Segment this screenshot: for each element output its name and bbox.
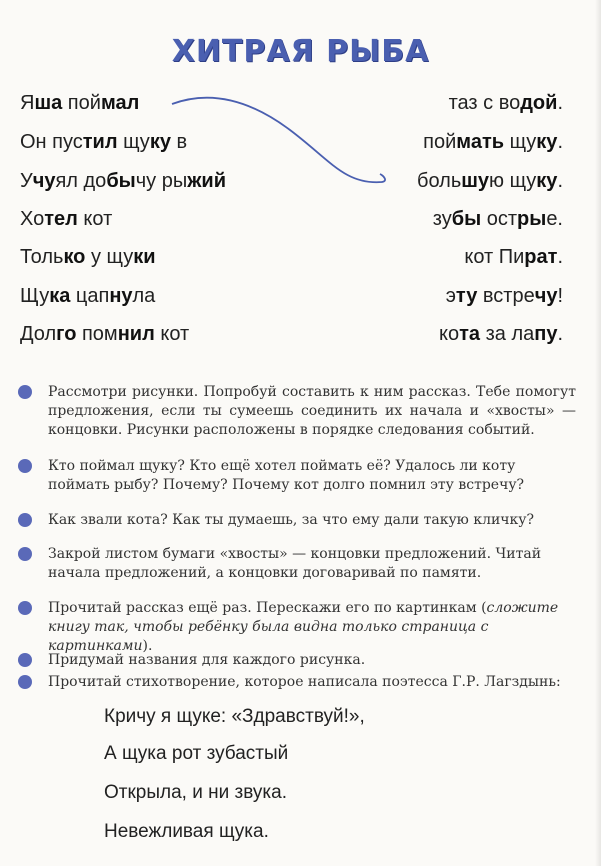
poem-line: А щука рот зубастый	[104, 743, 289, 764]
sentence-ending: эту встречу!	[445, 285, 563, 307]
bullet-dot-icon	[18, 385, 32, 399]
sentence-ending: большую щуку.	[417, 170, 563, 192]
bullet-dot-icon	[18, 547, 32, 561]
poem-line: Невежливая щука.	[104, 821, 269, 842]
page-edge-shadow	[595, 0, 601, 866]
bullet-dot-icon	[18, 513, 32, 527]
sentence-beginning: Яша поймал	[20, 92, 140, 114]
sentence-ending: таз с водой.	[448, 92, 563, 114]
sentence-ending: зубы острые.	[432, 208, 563, 230]
page-title: ХИТРАЯ РЫБА	[171, 34, 430, 69]
task-text: Кто поймал щуку? Кто ещё хотел поймать её? Удалось ли коту поймать рыбу? Почему? Почему кот долго помнил эту встречу?	[48, 458, 525, 493]
sentence-beginning: Он пустил щуку в	[20, 131, 188, 153]
sentence-beginning: Долго помнил кот	[20, 323, 190, 345]
sentence-beginning: Щука цапнула	[20, 285, 156, 307]
sentence-ending: поймать щуку.	[423, 131, 563, 153]
bullet-dot-icon	[18, 459, 32, 473]
task-italic-note: сложите книгу так, чтобы ребёнку была видна только страница с картинками	[48, 600, 559, 654]
poem-line: Кричу я щуке: «Здравствуй!»,	[104, 706, 365, 727]
bullet-dot-icon	[18, 653, 32, 667]
task-text: Прочитай стихотворение, которое написала поэтесса Г.Р. Лагздынь:	[48, 674, 561, 690]
sentence-beginning: Только у щуки	[20, 246, 156, 268]
task-text: Рассмотри рисунки. Попробуй составить к ним рассказ. Тебе помогут предложения, если ты сумеешь соединить их начала и «хвосты» — концовки. Рисунки расположены в порядке следования событий.	[48, 384, 576, 438]
bullet-dot-icon	[18, 601, 32, 615]
sentence-ending: кота за лапу.	[439, 323, 563, 345]
task-text: Закрой листом бумаги «хвосты» — концовки предложений. Читай начала предложений, а концовки договаривай по памяти.	[48, 546, 542, 581]
task-text: Придумай названия для каждого рисунка.	[48, 652, 366, 668]
poem-line: Открыла, и ни звука.	[104, 782, 287, 803]
task-text: Прочитай рассказ ещё раз. Перескажи его по картинкам (сложите книгу так, чтобы ребёнку была видна только страница с картинками).	[48, 600, 559, 654]
bullet-dot-icon	[18, 675, 32, 689]
sentence-beginning: Хотел кот	[20, 208, 113, 230]
sentence-ending: кот Пират.	[464, 246, 563, 268]
sentence-beginning: Учуял добычу рыжий	[20, 170, 227, 192]
task-text: Как звали кота? Как ты думаешь, за что ему дали такую кличку?	[48, 512, 535, 528]
